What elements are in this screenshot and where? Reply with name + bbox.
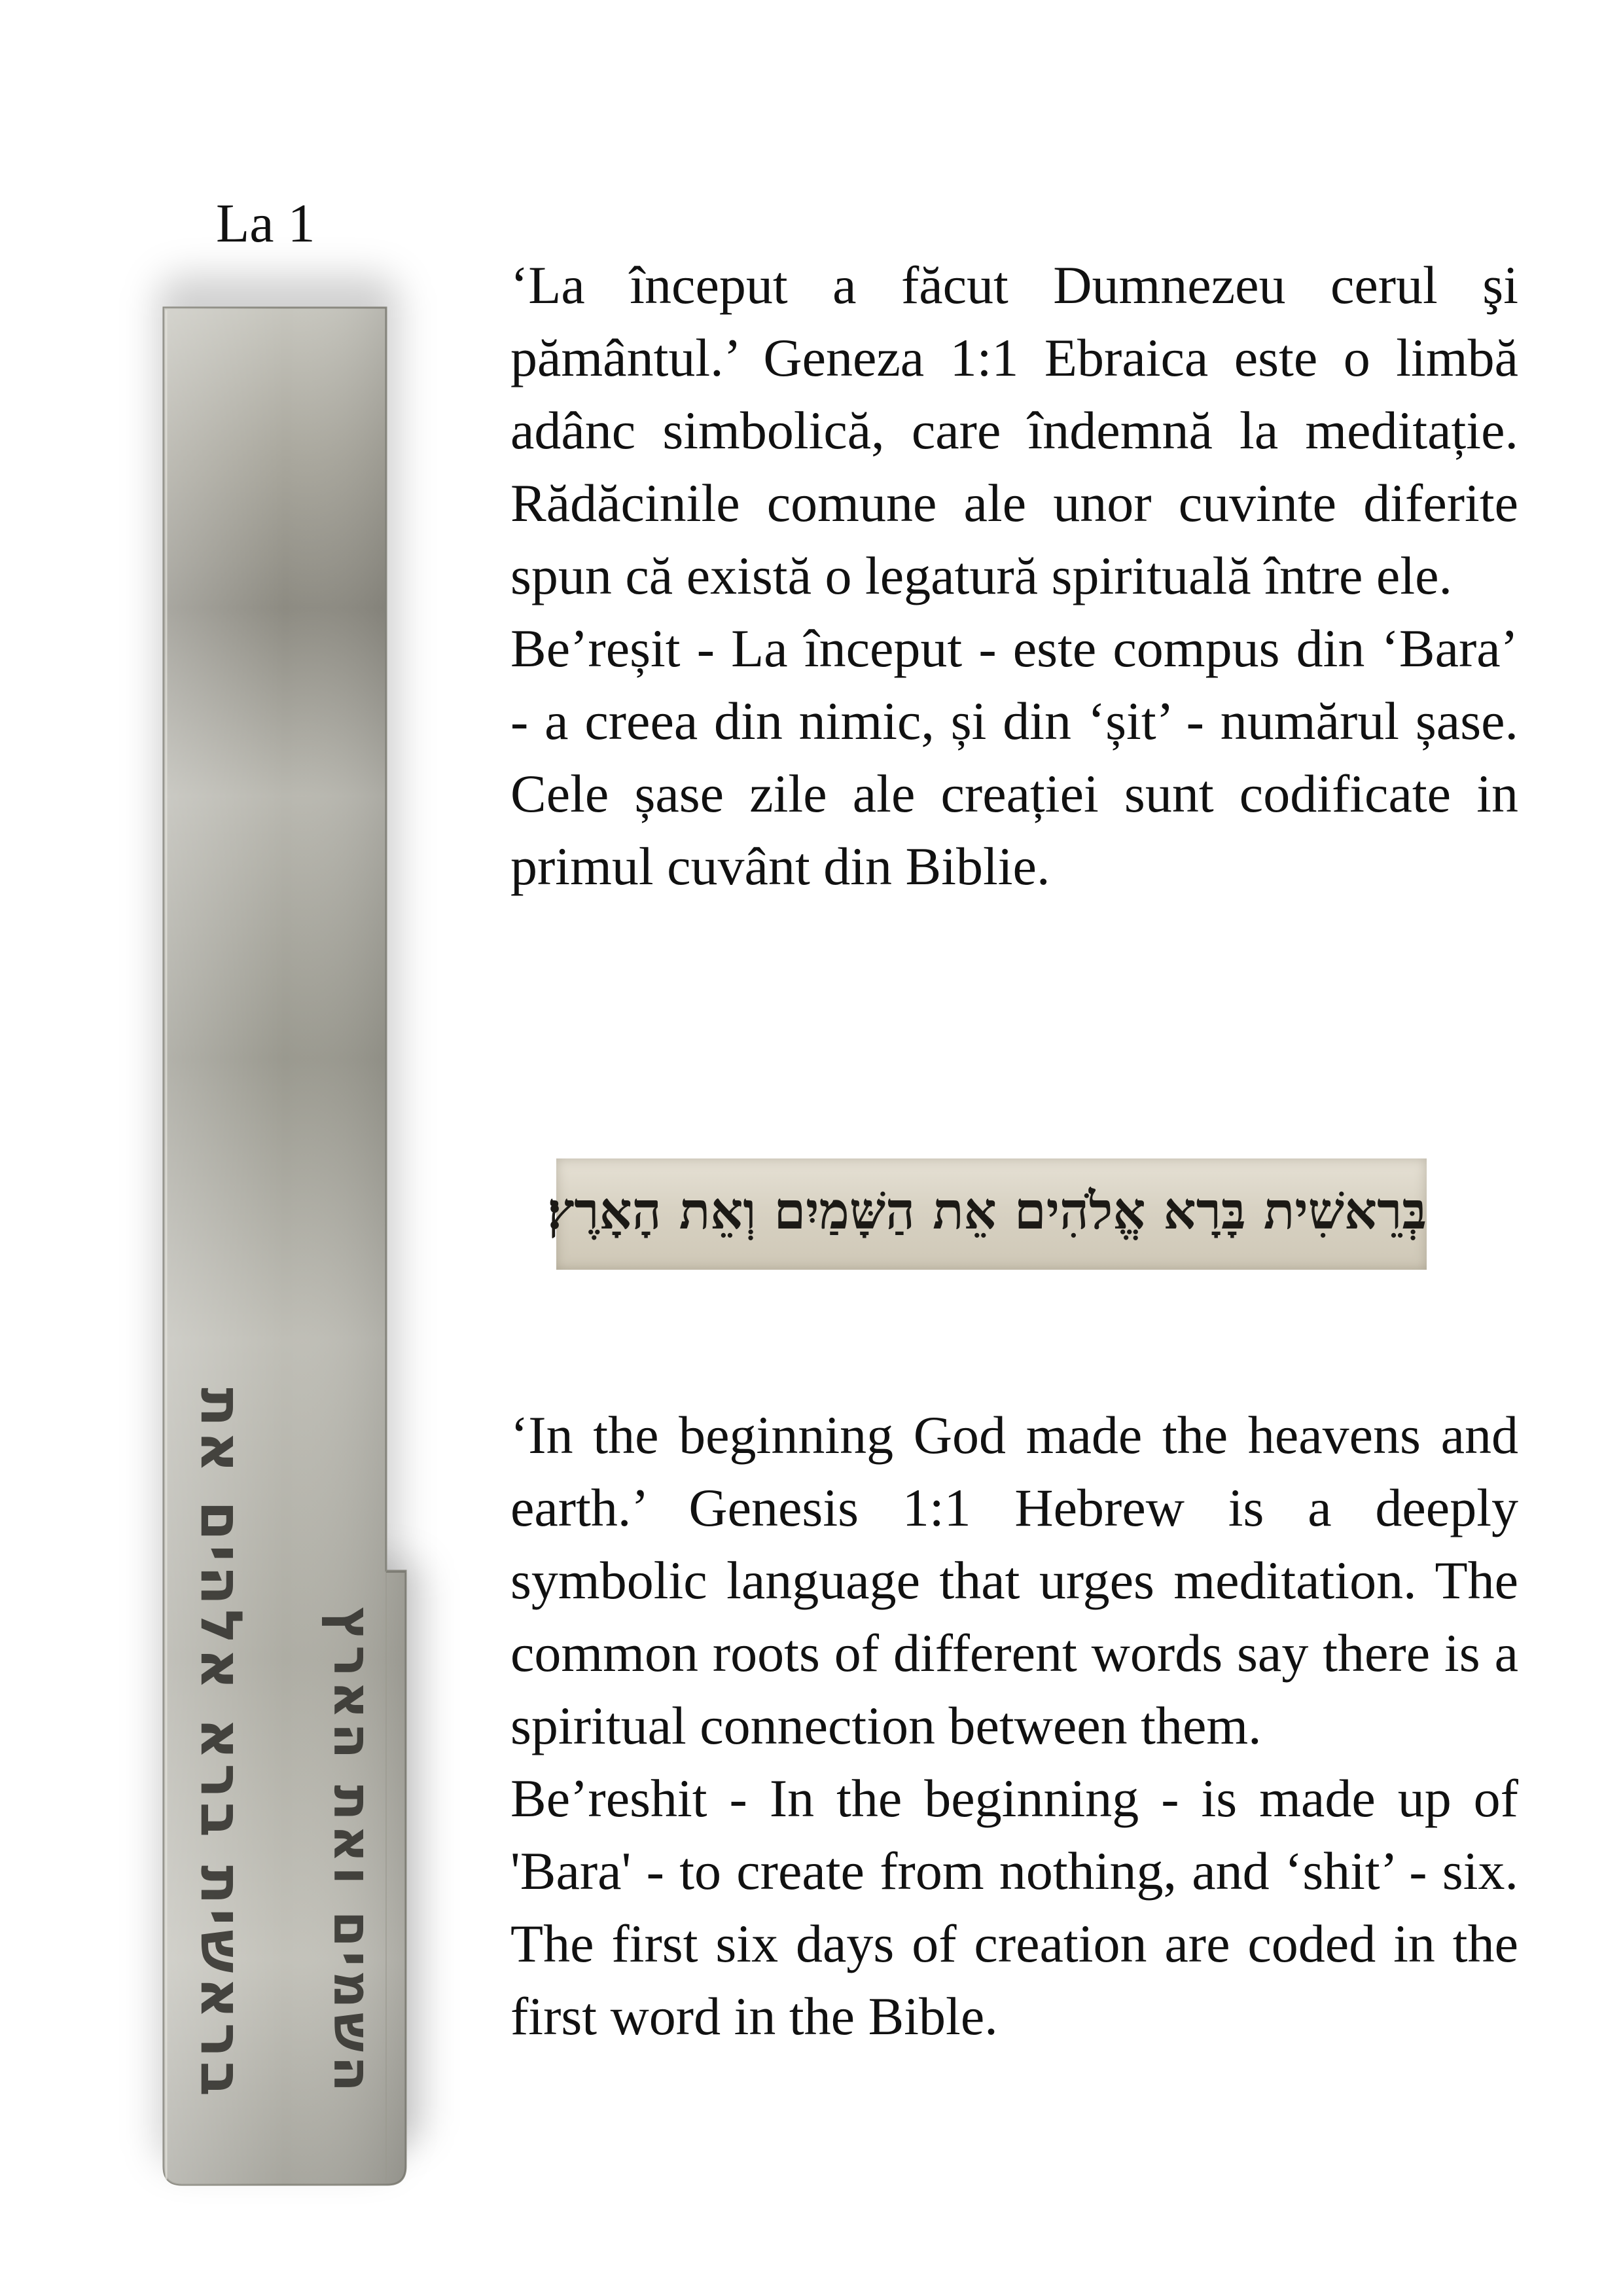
bookmark-engraving-1: בראשית ברא אלהים את [188, 1388, 255, 2101]
hebrew-verse-image [547, 1158, 1427, 1270]
romanian-paragraph-1: ‘La început a făcut Dumnezeu cerul şi pământul.’ Geneza 1:1 Ebraica este o limbă adânc simbolică, care îndemnă la meditație. Rădăcinile comune ale unor cuvinte diferite spun că există o legatură spirituală între ele. [510, 255, 1518, 605]
english-paragraph-2: Be’reshit - In the beginning - is made up of 'Bara' - to create from nothing, and ‘shit’ - six. The first six days of creation are coded in the first word in the Bible. [510, 1768, 1518, 2046]
bookmark-image [118, 262, 458, 2225]
romanian-paragraph-2: Be’reșit - La început - este compus din ‘Bara’ - a creea din nimic, și din ‘șit’ - numărul șase. Cele șase zile ale creației sunt codificate in primul cuvânt din Biblie. [510, 619, 1518, 896]
page-label: La 1 [216, 193, 315, 254]
bookmark-graphic [118, 262, 458, 2225]
bookmark-engraving-2: השמים ואת הארץ [322, 1607, 383, 2096]
hebrew-verse-text: בְּרֵאשִׁית בָּרָא אֱלֹהִים אֵת הַשָּׁמַיִם וְאֵת הָאָרֶץ׃ [547, 1181, 1427, 1241]
english-text [510, 1399, 1518, 2053]
romanian-text [510, 249, 1518, 903]
english-paragraph-1: ‘In the beginning God made the heavens and earth.’ Genesis 1:1 Hebrew is a deeply symbolic language that urges meditation. The common roots of different words say there is a spiritual connection between them. [510, 1405, 1518, 1755]
